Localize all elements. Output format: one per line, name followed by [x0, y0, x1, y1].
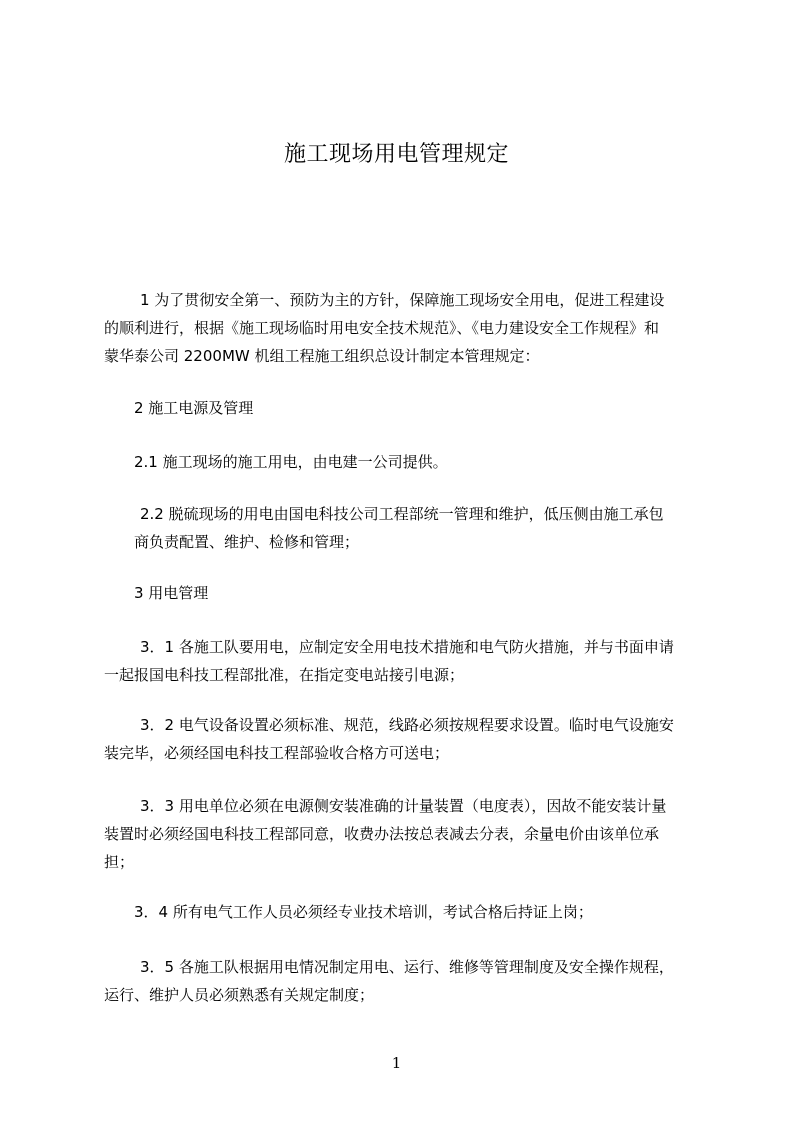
page-number: 1: [391, 1054, 402, 1072]
paragraph-line: 装置时必须经国电科技工程部同意，收费办法按总表减去分表，余量电价由该单位承: [104, 825, 660, 843]
section-heading-2: [104, 394, 704, 422]
section-heading-text: 2 施工电源及管理: [134, 399, 254, 417]
paragraph-1: [104, 286, 704, 370]
paragraph-3-5: [104, 953, 704, 1009]
document-title: 施工现场用电管理规定: [283, 142, 509, 167]
paragraph-line: 3．4 所有电气工作人员必须经专业技术培训，考试合格后持证上岗；: [134, 903, 593, 921]
section-heading-text: 3 用电管理: [134, 584, 209, 602]
paragraph-2-1: [104, 448, 704, 476]
paragraph-line: 3．3 用电单位必须在电源侧安装准确的计量装置（电度表），因故不能安装计量: [140, 797, 667, 815]
paragraph-3-1: [104, 633, 704, 689]
section-heading-3: [104, 579, 704, 607]
paragraph-line: 的顺利进行，根据《施工现场临时用电安全技术规范》、《电力建设安全工作规程》和: [104, 319, 660, 337]
paragraph-3-3: [104, 792, 704, 876]
paragraph-3-4: [104, 898, 704, 926]
paragraph-3-2: [104, 711, 704, 767]
paragraph-line: 装完毕，必须经国电科技工程部验收合格方可送电；: [104, 744, 450, 762]
paragraph-line: 商负责配置、维护、检修和管理；: [134, 533, 360, 551]
paragraph-line: 3．2 电气设备设置必须标准、规范，线路必须按规程要求设置。临时电气设施安: [140, 716, 674, 734]
paragraph-line: 3．5 各施工队根据用电情况制定用电、运行、维修等管理制度及安全操作规程，: [140, 958, 674, 976]
paragraph-line: 3．1 各施工队要用电，应制定安全用电技术措施和电气防火措施，并与书面申请: [140, 638, 674, 656]
paragraph-line: 2.1 施工现场的施工用电，由电建一公司提供。: [134, 453, 448, 471]
paragraph-line: 2.2 脱硫现场的用电由国电科技公司工程部统一管理和维护，低压侧由施工承包: [140, 505, 664, 523]
paragraph-line: 1 为了贯彻安全第一、预防为主的方针，保障施工现场安全用电，促进工程建设: [140, 291, 665, 309]
paragraph-line: 运行、维护人员必须熟悉有关规定制度；: [104, 986, 375, 1004]
paragraph-2-2: [104, 500, 704, 556]
paragraph-line: 担；: [104, 853, 135, 871]
paragraph-line: 一起报国电科技工程部批准，在指定变电站接引电源；: [104, 666, 465, 684]
paragraph-line: 蒙华泰公司 2200MW 机组工程施工组织总设计制定本管理规定：: [104, 347, 540, 365]
